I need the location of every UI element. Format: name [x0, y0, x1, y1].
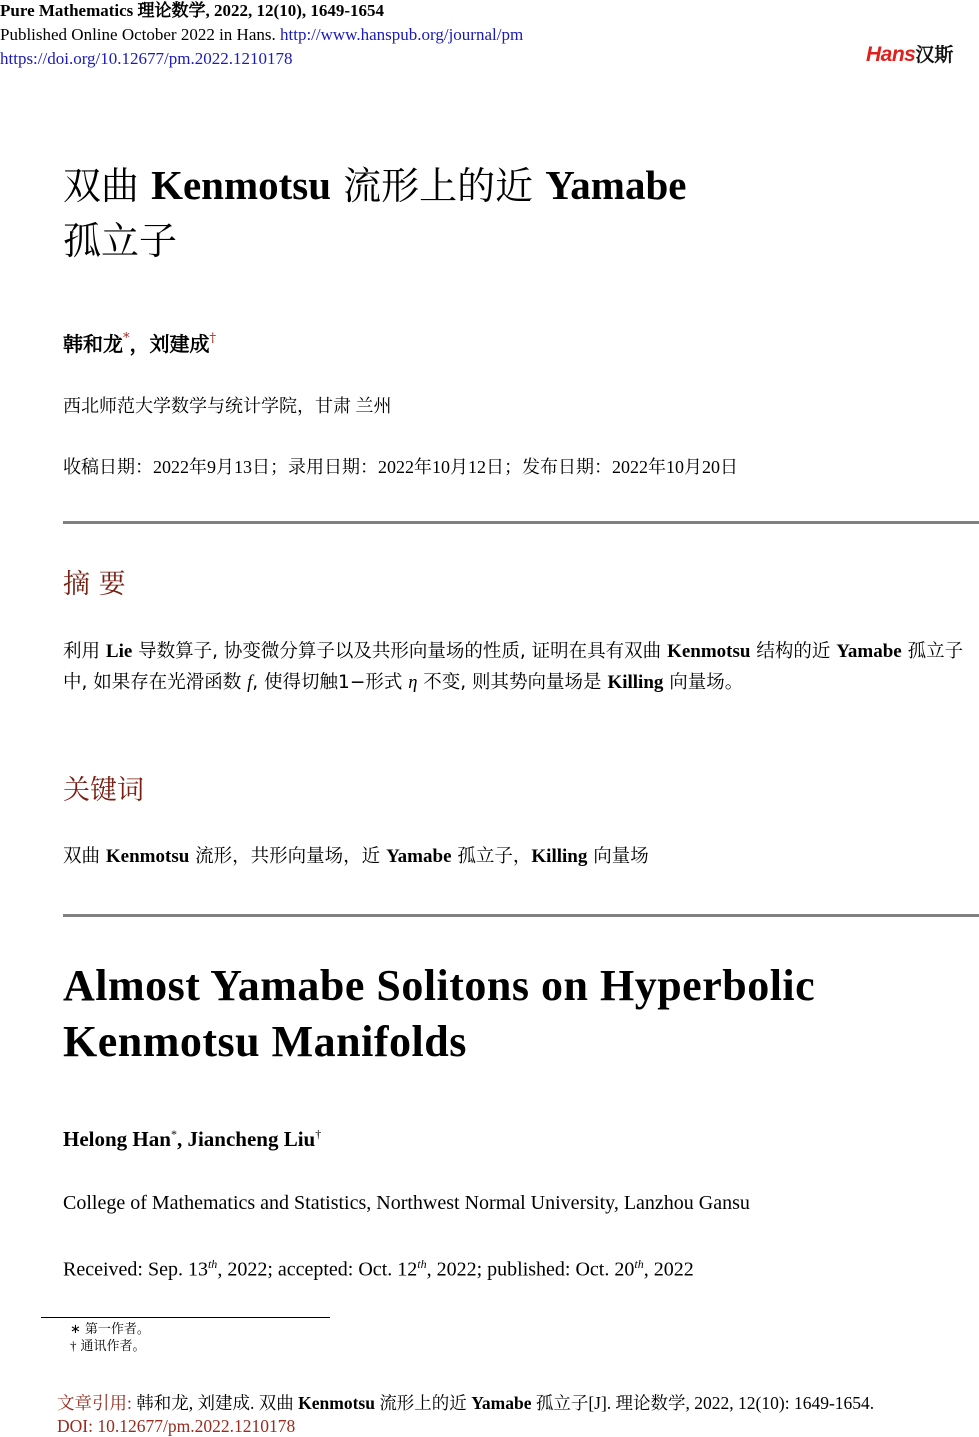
ordinal: th: [417, 1257, 427, 1271]
text: , 2022; accepted: Oct. 12: [217, 1258, 418, 1281]
author-name: Jiancheng Liu: [187, 1127, 316, 1151]
dates-chinese: 收稿日期：2022年9月13日；录用日期：2022年10月12日；发布日期：2022年10月20日: [63, 457, 738, 477]
author-name: Helong Han: [63, 1127, 171, 1151]
text: 向量场。: [663, 672, 744, 693]
text: 流形上的近: [374, 1393, 472, 1413]
doi-link[interactable]: https://doi.org/10.12677/pm.2022.1210178: [0, 49, 293, 68]
text: 流形，共形向量场，近: [189, 846, 387, 867]
affiliation-chinese: 西北师范大学数学与统计学院，甘肃 兰州: [63, 396, 392, 416]
title-cn-part: 流形上的近: [331, 164, 546, 208]
title-cn-part: 双曲: [63, 164, 152, 208]
term: Kenmotsu: [298, 1393, 375, 1413]
text: , 2022; published: Oct. 20: [426, 1258, 635, 1281]
published-online-line: [0, 24, 523, 46]
term: Kenmotsu: [667, 641, 751, 662]
term: Yamabe: [386, 846, 452, 867]
corresponding-author-mark[interactable]: †: [315, 1127, 322, 1141]
text: 利用: [63, 641, 106, 662]
term: Yamabe: [471, 1393, 532, 1413]
hans-logo: [866, 43, 953, 69]
first-author-mark[interactable]: *: [170, 1127, 177, 1141]
affiliation-english: College of Mathematics and Statistics, Northwest Normal University, Lanzhou Gansu: [63, 1192, 750, 1214]
title-chinese: [63, 158, 863, 268]
term: Lie: [105, 641, 133, 662]
text: 不变, 则其势向量场是: [417, 672, 608, 693]
doi-line: [0, 48, 292, 70]
first-author-mark[interactable]: *: [123, 331, 130, 346]
journal-link[interactable]: http://www.hanspub.org/journal/pm: [280, 25, 524, 44]
term: Yamabe: [836, 641, 902, 662]
logo-latin: Hans: [866, 43, 916, 66]
footnote-corresponding-author: [70, 1335, 146, 1354]
corresponding-author-mark[interactable]: †: [209, 331, 216, 346]
title-english: Almost Yamabe Solitons on Hyperbolic Kenmotsu Manifolds: [63, 961, 816, 1066]
keywords-heading: 关键词: [63, 775, 144, 806]
text: 向量场: [587, 846, 649, 867]
text: 韩和龙, 刘建成. 双曲: [136, 1393, 299, 1413]
author-separator: ,: [176, 1127, 188, 1151]
footnote-text: 第一作者。: [84, 1322, 150, 1337]
section-divider: [63, 914, 979, 917]
section-divider: [63, 521, 979, 524]
text: 孤立子[J]. 理论数学, 2022, 12(10): 1649-1654.: [531, 1393, 875, 1413]
abstract-heading: 摘 要: [63, 569, 126, 600]
citation: [57, 1392, 874, 1414]
logo-cn: 汉斯: [915, 44, 954, 66]
footnote-mark: ∗: [70, 1321, 81, 1336]
text: 孤立子中, 如果存在光滑函数: [63, 641, 964, 693]
text: , 使得切触1−形式: [252, 672, 409, 693]
dates-english: [63, 1257, 694, 1282]
authors-english: [63, 1127, 321, 1152]
footnote-text: 通讯作者。: [80, 1339, 146, 1354]
citation-label: 文章引用:: [57, 1393, 137, 1413]
author-separator: ，: [129, 332, 150, 356]
author-name: 韩和龙: [63, 332, 123, 356]
text: 孤立子，: [451, 846, 532, 867]
footnote-mark: †: [70, 1338, 77, 1353]
ordinal: th: [634, 1257, 644, 1271]
title-cn-part: Yamabe: [545, 162, 687, 208]
keywords-list: [63, 842, 649, 868]
text: 双曲: [63, 846, 106, 867]
text: 结构的近: [750, 641, 837, 662]
ordinal: th: [207, 1257, 218, 1271]
author-name: 刘建成: [149, 332, 210, 356]
journal-info: Pure Mathematics 理论数学, 2022, 12(10), 1649-1654: [0, 1, 385, 20]
authors-chinese: [63, 328, 216, 357]
term: Killing: [531, 846, 588, 867]
published-text: Published Online October 2022 in Hans.: [0, 25, 280, 44]
title-cn-part: Kenmotsu: [151, 162, 332, 208]
text: 导数算子, 协变微分算子以及共形向量场的性质, 证明在具有双曲: [132, 641, 668, 662]
title-cn-part: 孤立子: [63, 219, 178, 263]
term: Kenmotsu: [105, 846, 190, 867]
citation-doi[interactable]: DOI: 10.12677/pm.2022.1210178: [57, 1416, 296, 1436]
abstract-text: [63, 636, 968, 699]
math-var: η: [408, 673, 418, 693]
math-var: f: [247, 673, 253, 693]
text: Received: Sep. 13: [63, 1258, 208, 1281]
term: Killing: [607, 672, 664, 693]
text: , 2022: [643, 1258, 694, 1281]
